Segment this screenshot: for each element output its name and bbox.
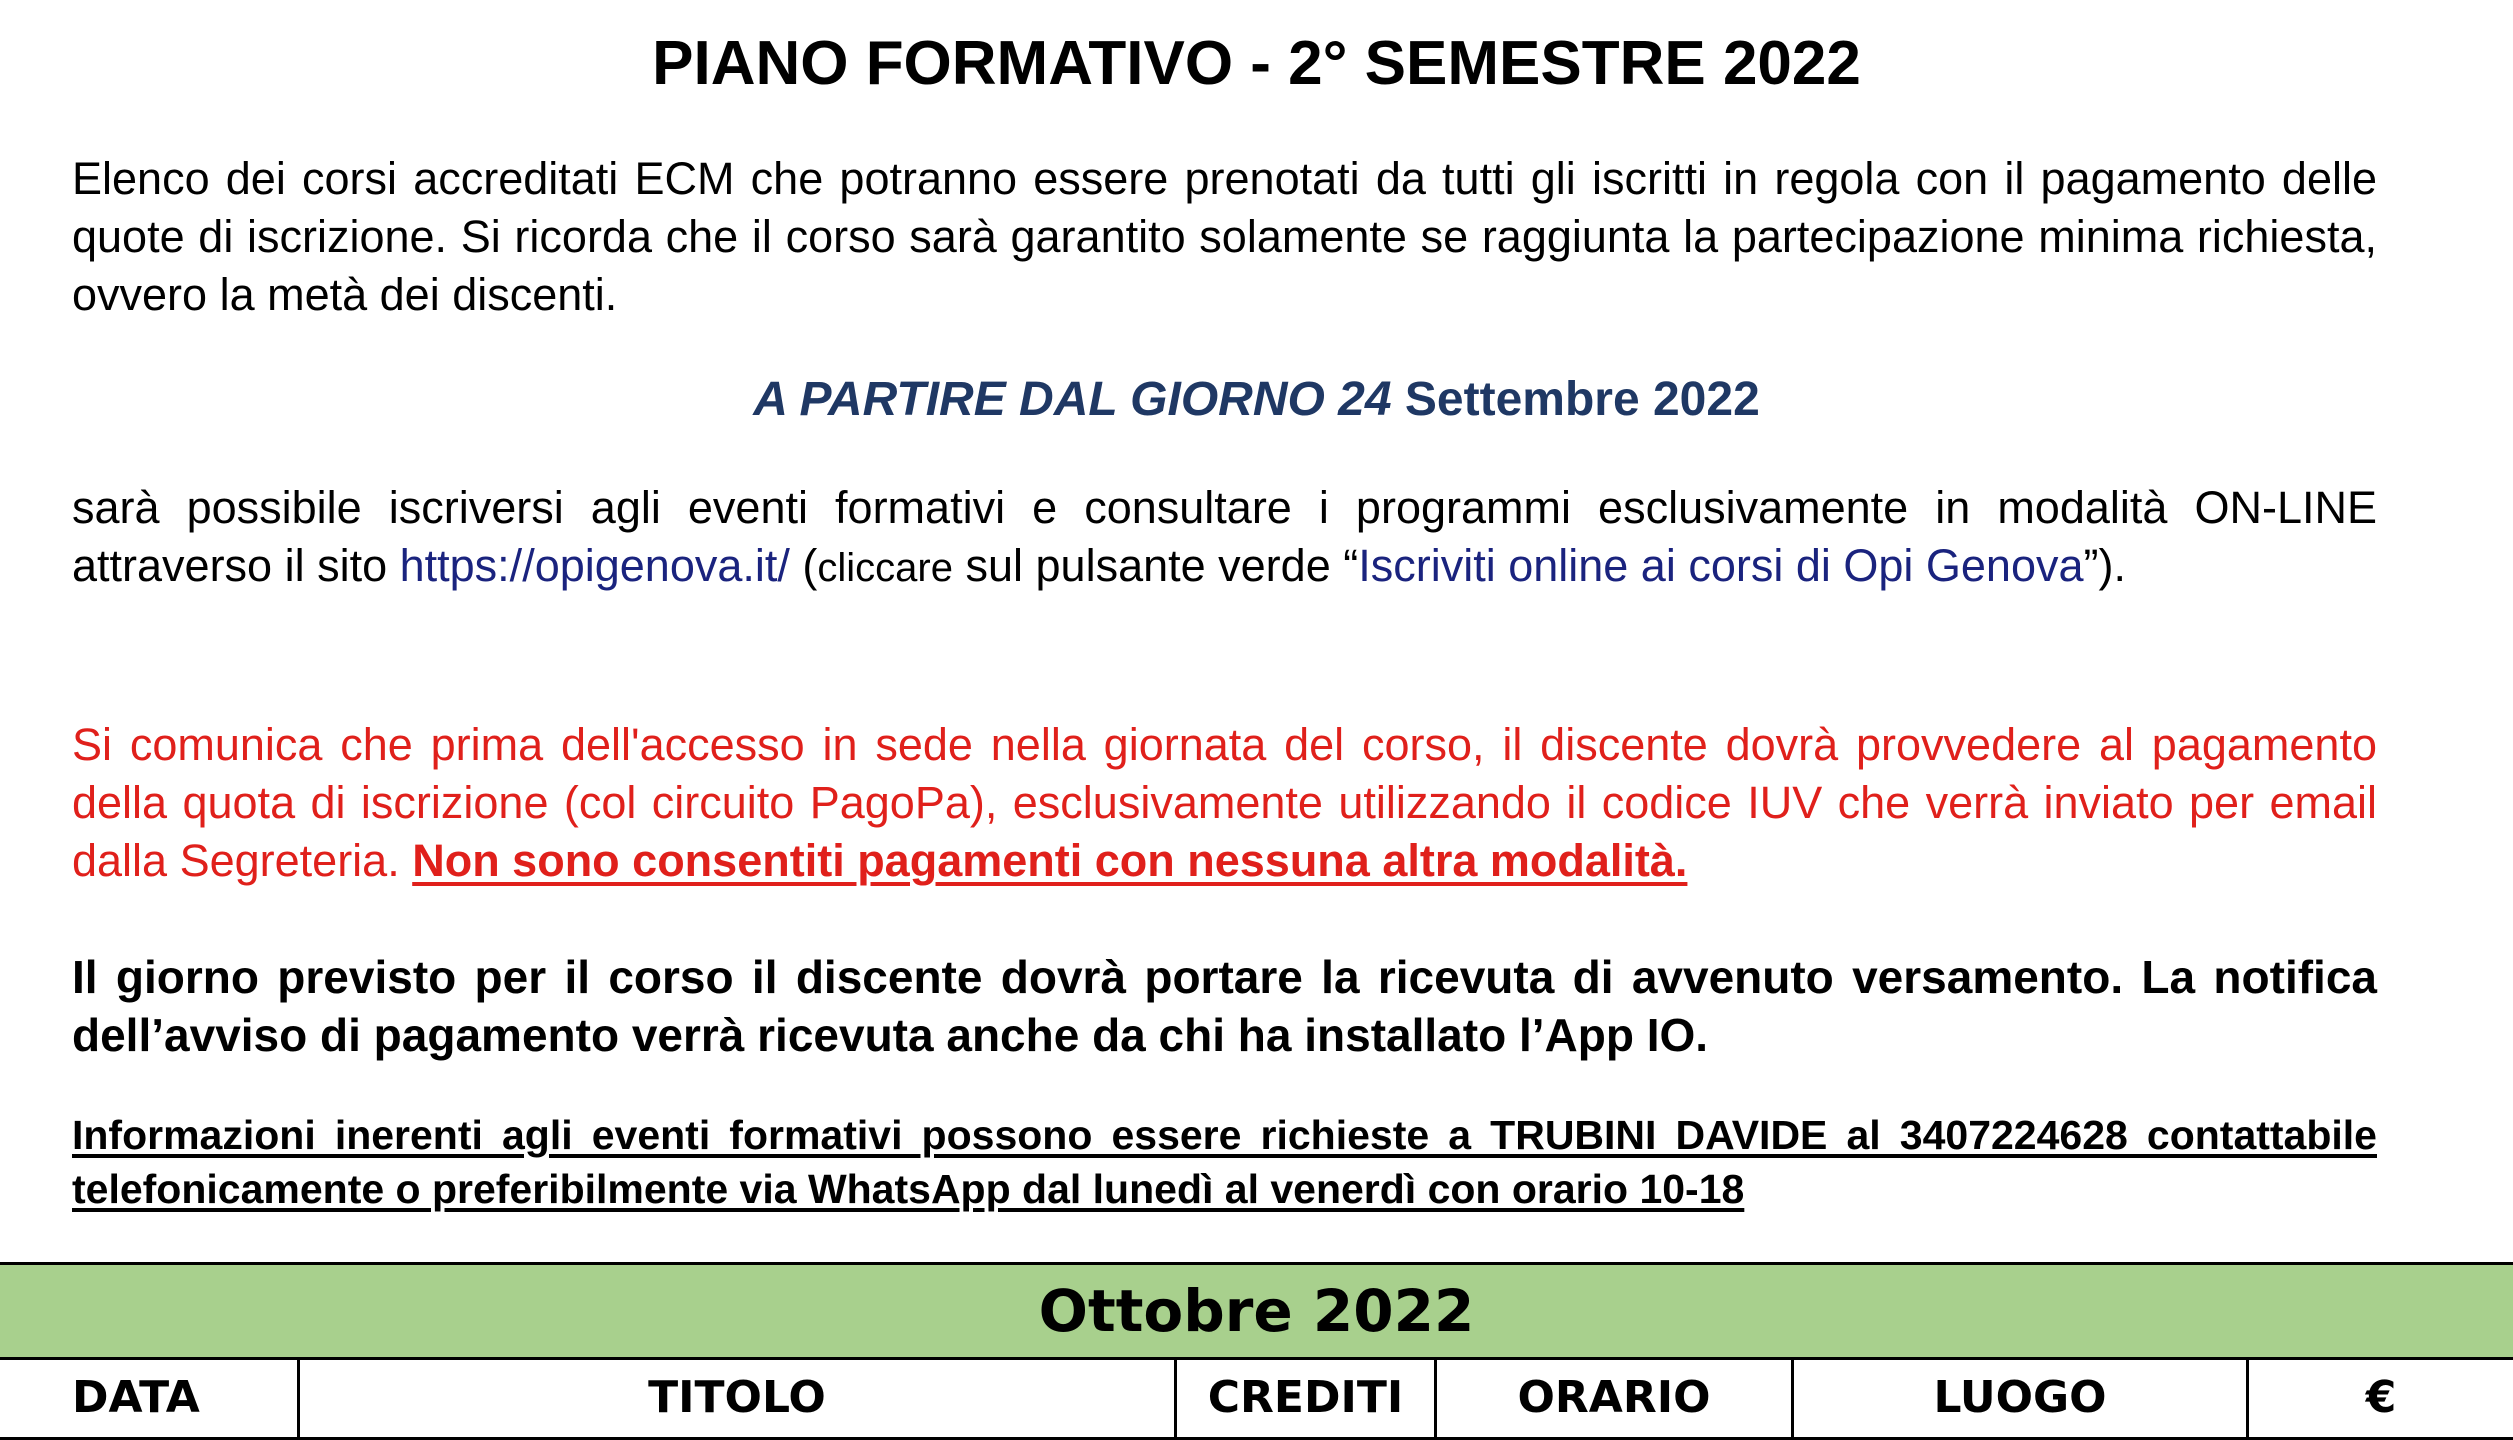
table-header-row xyxy=(0,1360,2513,1440)
payment-warning-paragraph xyxy=(72,716,2377,890)
contact-info-text: Informazioni inerenti agli eventi formativi possono essere richieste a TRUBINI DAVIDE al 3407224628 contattabile telefonicamente o preferibilmente via WhatsApp dal lunedì al venerdì con orario 10-18 xyxy=(72,1112,2377,1212)
column-header-titolo: TITOLO xyxy=(300,1360,1177,1440)
online-text-cliccare: cliccare xyxy=(817,546,953,590)
courses-table xyxy=(0,1262,2513,1431)
button-name-text: Iscriviti online ai corsi di Opi Genova xyxy=(1358,540,2084,591)
online-text-1: sarà possibile iscriversi agli eventi formativi e consultare i programmi esclusivamente in modalità ON-LINE attraverso il sito xyxy=(72,482,2377,591)
month-header: Ottobre 2022 xyxy=(0,1265,2513,1360)
column-header-euro: € xyxy=(2365,1372,2397,1423)
start-date-value: Settembre 2022 xyxy=(1391,373,1760,426)
column-header-data: DATA xyxy=(0,1360,300,1440)
column-header-crediti: CREDITI xyxy=(1177,1360,1437,1440)
column-header-orario: ORARIO xyxy=(1437,1360,1794,1440)
payment-warning-text: Si comunica che prima dell'accesso in sede nella giornata del corso, il discente dovrà provvedere al pagamento della quota di iscrizione (col circuito PagoPa), esclusivamente utilizzando il codice IUV che verrà inviato per email dalla Segreteria. xyxy=(72,719,2377,886)
online-text-2: ( xyxy=(789,540,818,591)
intro-paragraph: Elenco dei corsi accreditati ECM che potranno essere prenotati da tutti gli iscritti in regola con il pagamento delle quote di iscrizione. Si ricorda che il corso sarà garantito solamente se raggiunta la partecipazione minima richiesta, ovvero la metà dei discenti. xyxy=(72,153,2377,320)
online-text-3: sul pulsante verde “ xyxy=(952,540,1359,591)
column-header-luogo: LUOGO xyxy=(1794,1360,2249,1440)
receipt-note-paragraph: Il giorno previsto per il corso il discente dovrà portare la ricevuta di avvenuto versamento. La notifica dell’avviso di pagamento verrà ricevuta anche da chi ha installato l’App IO. xyxy=(72,951,2377,1061)
contact-info-paragraph xyxy=(72,1108,2377,1216)
document-title: PIANO FORMATIVO - 2° SEMESTRE 2022 xyxy=(652,29,1861,98)
payment-warning-emphasis: Non sono consentiti pagamenti con nessuna altra modalità. xyxy=(412,835,1688,886)
online-registration-paragraph xyxy=(72,479,2377,597)
start-date-line xyxy=(0,370,2513,430)
website-link[interactable]: https://opigenova.it/ xyxy=(399,540,790,591)
online-text-4: ”). xyxy=(2083,540,2126,591)
start-date-prefix: A PARTIRE DAL GIORNO 24 xyxy=(753,373,1392,426)
